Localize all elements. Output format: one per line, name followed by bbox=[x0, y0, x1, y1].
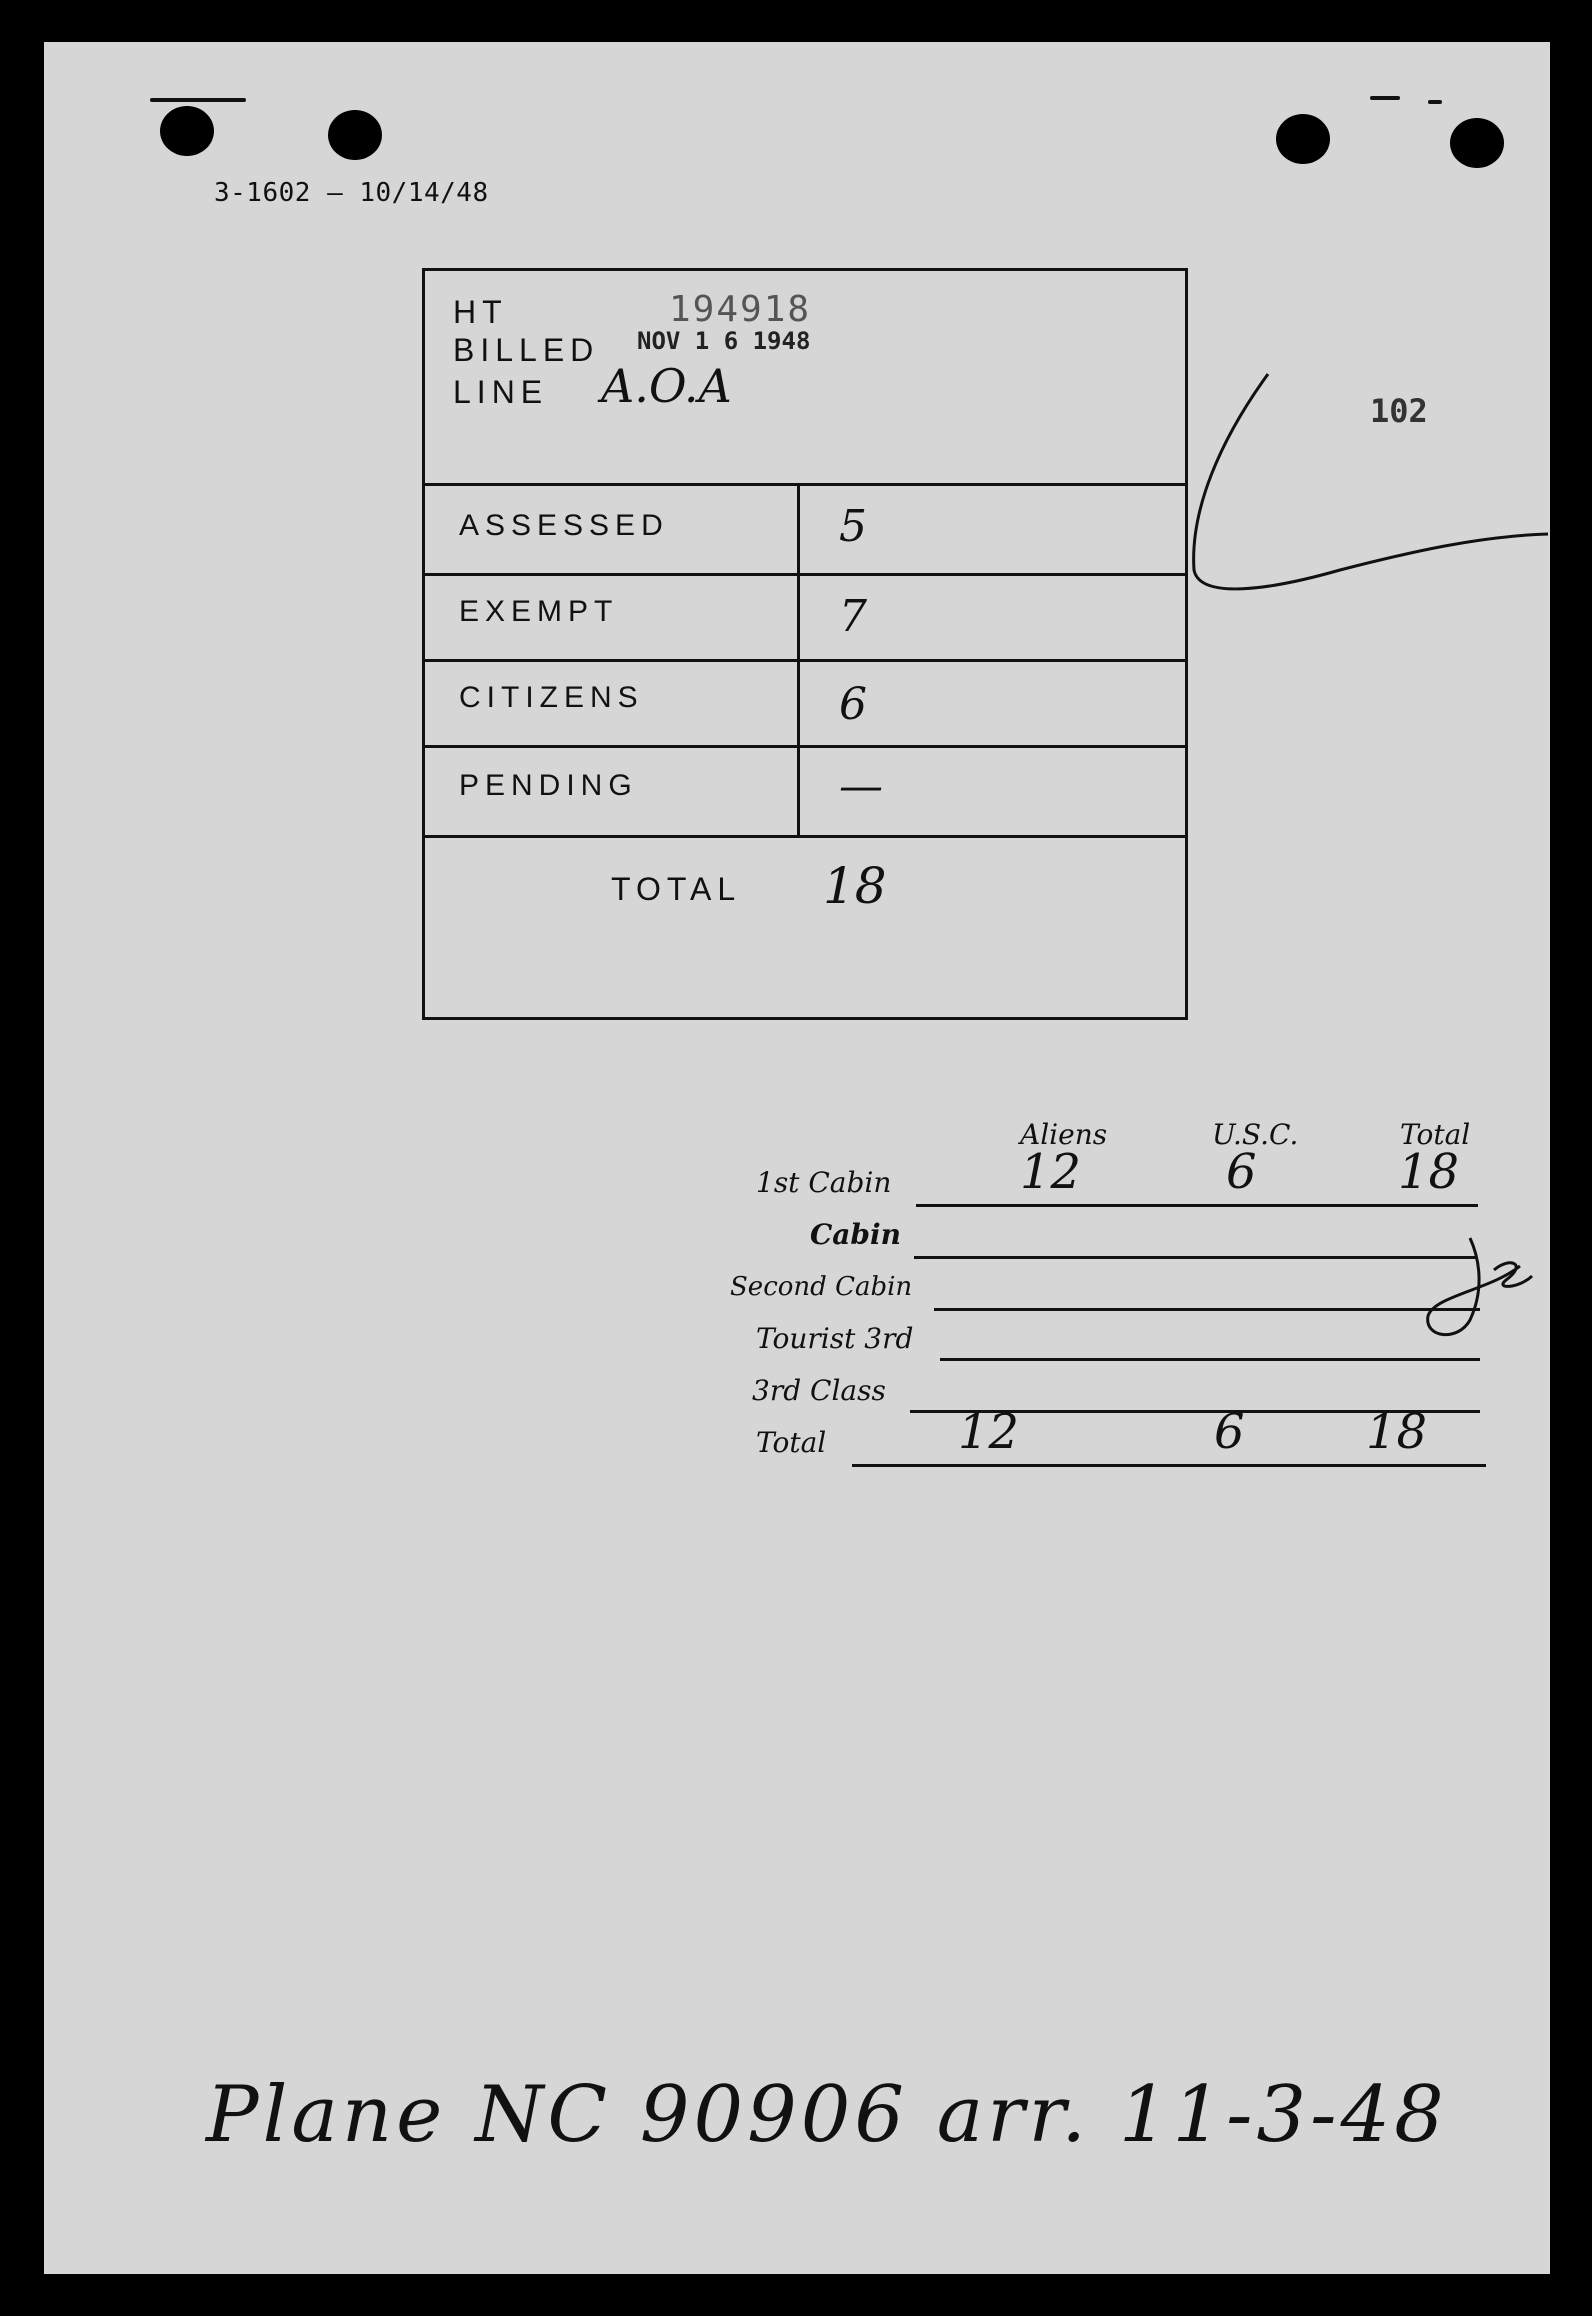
row-value-exempt: 7 bbox=[839, 591, 867, 642]
divider bbox=[425, 659, 1185, 662]
row-value-assessed: 5 bbox=[839, 501, 867, 552]
row-label-pending: PENDING bbox=[459, 769, 638, 802]
row-label-1st-cabin: 1st Cabin bbox=[756, 1166, 892, 1199]
total-value: 18 bbox=[823, 857, 887, 915]
column-header-total: Total bbox=[1400, 1118, 1471, 1151]
row-label-total: Total bbox=[756, 1426, 827, 1459]
row-value-citizens: 6 bbox=[839, 679, 867, 730]
row-label-exempt: EXEMPT bbox=[459, 595, 619, 628]
total-label: TOTAL bbox=[611, 871, 742, 907]
page-number: 102 bbox=[1370, 392, 1428, 430]
row-label-second-cabin: Second Cabin bbox=[730, 1272, 913, 1302]
divider bbox=[425, 745, 1185, 748]
row-underline bbox=[852, 1464, 1486, 1467]
header-ht: HT bbox=[453, 294, 508, 330]
box-header-labels bbox=[453, 293, 599, 411]
bottom-note: Plane NC 90906 arr. 11-3-48 bbox=[206, 2070, 1448, 2160]
billing-stamp-date: NOV 1 6 1948 bbox=[637, 327, 811, 355]
ink-smudge bbox=[1370, 96, 1400, 100]
row-value-pending: — bbox=[839, 761, 883, 812]
punch-hole bbox=[1276, 114, 1330, 164]
row-label-cabin: Cabin bbox=[810, 1218, 901, 1251]
row-label-assessed: ASSESSED bbox=[459, 509, 669, 542]
line-value: A.O.A bbox=[601, 359, 732, 413]
row-label-citizens: CITIZENS bbox=[459, 681, 644, 714]
row-underline bbox=[940, 1358, 1480, 1361]
initials-signature bbox=[1410, 1230, 1536, 1350]
ink-smudge bbox=[150, 98, 246, 102]
header-line: LINE bbox=[453, 374, 549, 410]
header-billed: BILLED bbox=[453, 332, 600, 368]
row-label-3rd-class: 3rd Class bbox=[752, 1374, 886, 1407]
document-reference: 3-1602 — 10/14/48 bbox=[214, 178, 489, 208]
cell-1st-cabin-aliens: 12 bbox=[1020, 1144, 1082, 1200]
column-header-usc: U.S.C. bbox=[1212, 1118, 1299, 1151]
punch-hole bbox=[160, 106, 214, 156]
row-underline bbox=[934, 1308, 1480, 1311]
ink-smudge bbox=[1428, 100, 1442, 104]
cell-1st-cabin-total: 18 bbox=[1398, 1144, 1460, 1200]
column-header-aliens: Aliens bbox=[1020, 1118, 1108, 1151]
check-mark bbox=[1180, 360, 1550, 620]
cell-total-aliens: 12 bbox=[958, 1404, 1020, 1460]
summary-box bbox=[422, 268, 1188, 1020]
divider bbox=[425, 483, 1185, 486]
cell-total-total: 18 bbox=[1366, 1404, 1428, 1460]
punch-hole bbox=[1450, 118, 1504, 168]
row-underline bbox=[916, 1204, 1478, 1207]
billing-stamp-number: 194918 bbox=[669, 289, 812, 330]
punch-hole bbox=[328, 110, 382, 160]
column-divider bbox=[797, 483, 800, 835]
row-label-tourist-3rd: Tourist 3rd bbox=[756, 1322, 914, 1355]
divider bbox=[425, 573, 1185, 576]
cell-1st-cabin-usc: 6 bbox=[1226, 1144, 1257, 1200]
divider bbox=[425, 835, 1185, 838]
cell-total-usc: 6 bbox=[1214, 1404, 1245, 1460]
row-underline bbox=[914, 1256, 1476, 1259]
